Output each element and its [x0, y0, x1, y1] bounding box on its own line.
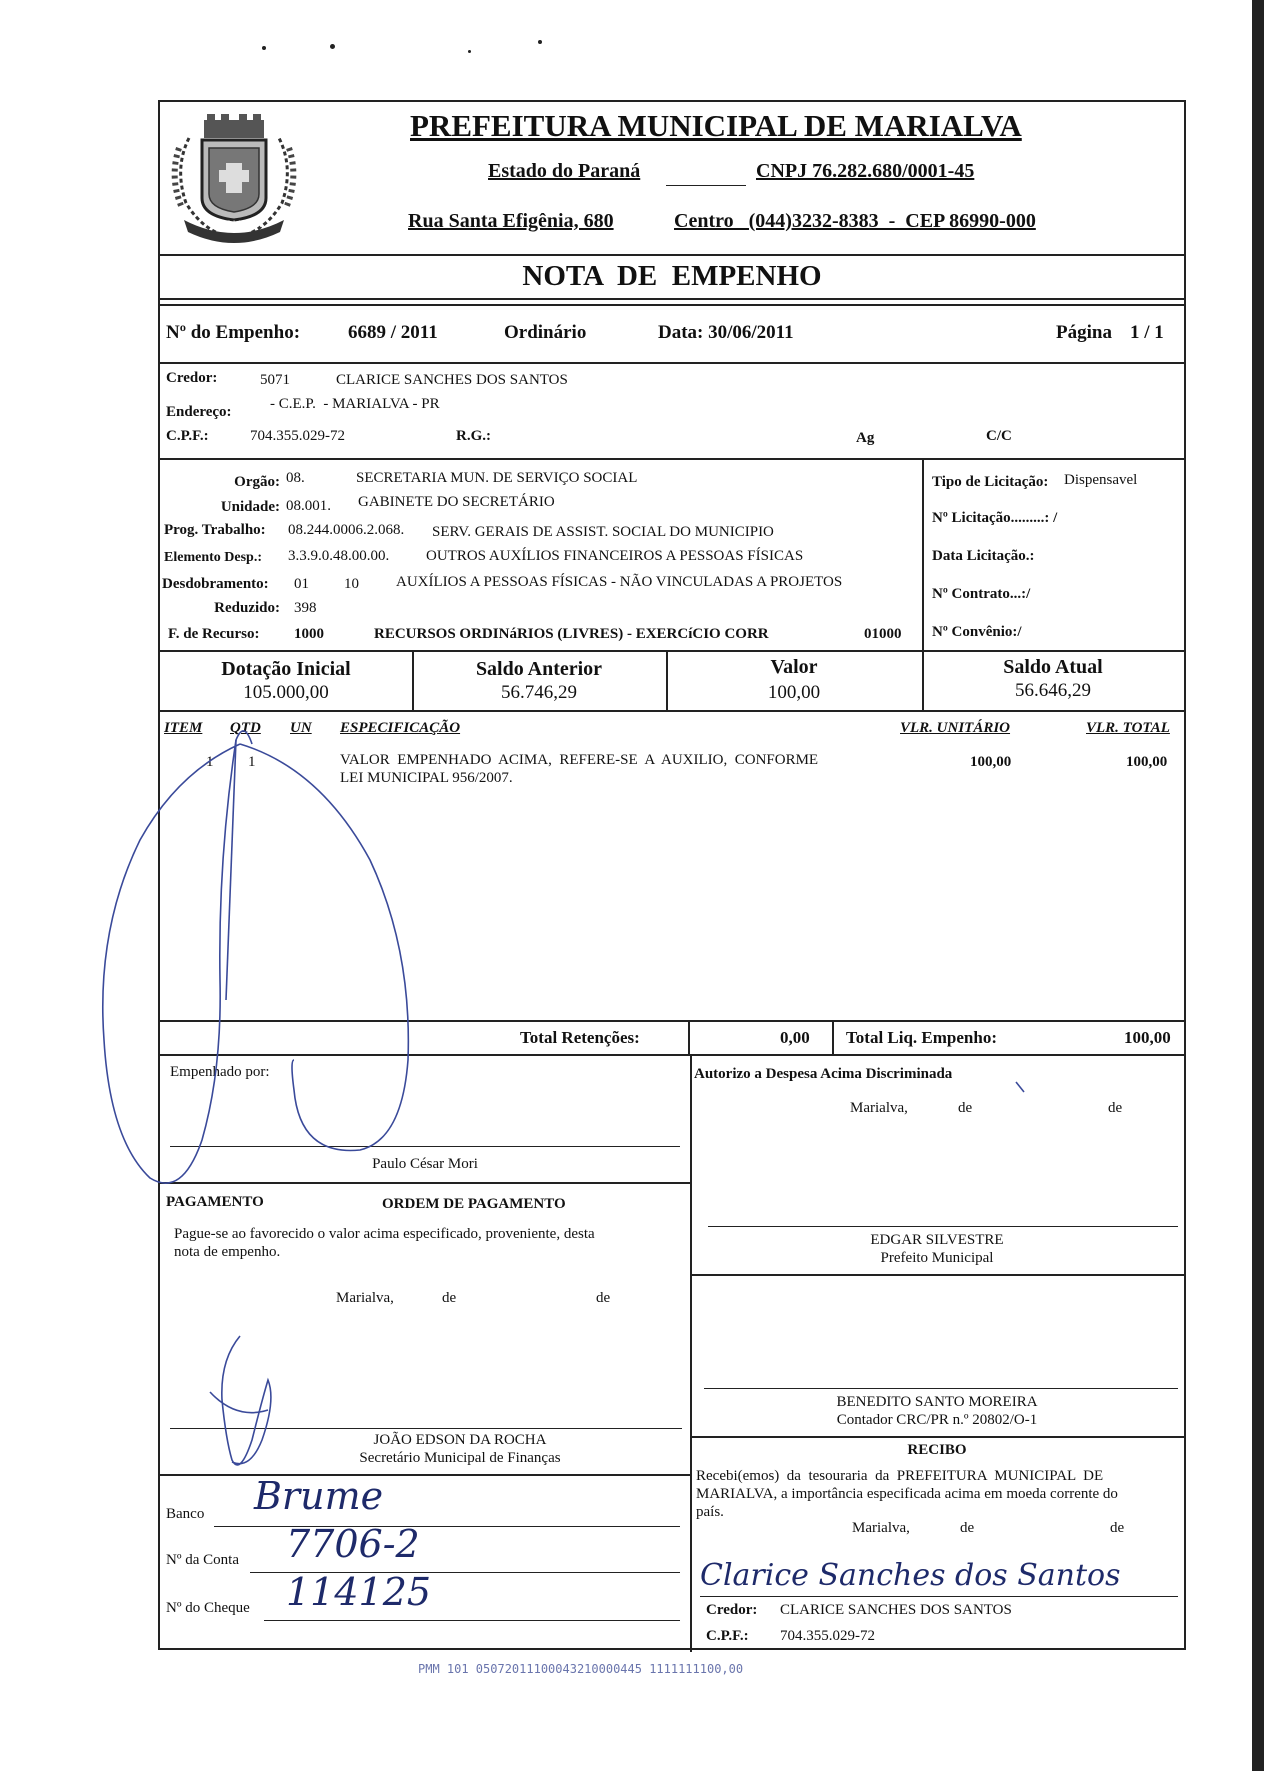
logo-banner-text: MARIALVA	[209, 220, 263, 230]
cnpj: CNPJ 76.282.680/0001-45	[756, 160, 975, 182]
col-header-unit: VLR. UNITÁRIO	[900, 720, 1011, 736]
total-retencoes-value: 0,00	[780, 1028, 810, 1047]
rg-label: R.G.:	[456, 428, 491, 444]
row-item: 1	[206, 754, 214, 770]
banco-label: Banco	[166, 1506, 205, 1522]
contador-name: BENEDITO SANTO MOREIRA	[836, 1394, 1038, 1410]
desdobramento-label: Desdobramento:	[162, 576, 269, 592]
saldo-anterior-value: 56.746,29	[501, 682, 577, 703]
valor-label: Valor	[770, 656, 818, 678]
elemento-label: Elemento Desp.:	[164, 550, 262, 565]
contador-title: Contador CRC/PR n.º 20802/O-1	[836, 1412, 1038, 1428]
conta-label: Nº da Conta	[166, 1552, 239, 1568]
row-qtd: 1	[248, 754, 256, 770]
desdobramento-name: AUXÍLIOS A PESSOAS FÍSICAS - NÃO VINCULADAS A PROJETOS	[396, 574, 843, 590]
saldo-atual-value: 56.646,29	[1015, 680, 1091, 701]
tipo-licitacao-label: Tipo de Licitação:	[932, 474, 1049, 490]
page-number: 1 / 1	[1130, 322, 1164, 343]
total-liq-value: 100,00	[1124, 1028, 1171, 1047]
recurso-code2: 01000	[864, 626, 902, 642]
footer-code: PMM 101 05072011100043210000445 1111111100,00	[418, 1662, 744, 1676]
empenho-number: 6689 / 2011	[348, 322, 438, 343]
recibo-de1: de	[960, 1520, 975, 1536]
empenho-number-label: Nº do Empenho:	[166, 322, 301, 343]
ag-label: Ag	[856, 430, 875, 446]
saldo-atual-label: Saldo Atual	[1003, 656, 1103, 678]
autorizo-city: Marialva,	[850, 1100, 908, 1116]
col-header-total: VLR. TOTAL	[1086, 720, 1170, 736]
col-header-qtd: QTD	[230, 720, 261, 736]
pagamento-label: PAGAMENTO	[166, 1194, 264, 1210]
unidade-code: 08.001.	[286, 498, 331, 514]
reduzido-label: Reduzido:	[214, 600, 280, 616]
cpf-label: C.P.F.:	[166, 428, 209, 444]
recurso-name: RECURSOS ORDINáRIOS (LIVRES) - EXERCíCIO CORR	[374, 626, 769, 642]
recibo-title: RECIBO	[907, 1442, 967, 1458]
cheque-label: Nº do Cheque	[166, 1600, 250, 1616]
conta-value: 7706-2	[286, 1522, 420, 1566]
recibo-credor-label: Credor:	[706, 1602, 758, 1618]
orgao-name: SECRETARIA MUN. DE SERVIÇO SOCIAL	[356, 470, 638, 486]
cc-label: C/C	[986, 428, 1012, 444]
tipo-licitacao-value: Dispensavel	[1064, 472, 1138, 488]
recibo-de2: de	[1110, 1520, 1125, 1536]
recibo-city: Marialva,	[852, 1520, 910, 1536]
cpf-value: 704.355.029-72	[250, 428, 345, 444]
prog-label: Prog. Trabalho:	[164, 522, 266, 538]
secretario-name: JOÃO EDSON DA ROCHA	[373, 1432, 547, 1448]
pagamento-text-line1: Pague-se ao favorecido o valor acima especificado, proveniente, desta	[174, 1226, 595, 1242]
endereco-value: - C.E.P. - MARIALVA - PR	[270, 396, 440, 412]
credor-label: Credor:	[166, 370, 218, 386]
recurso-label: F. de Recurso:	[168, 626, 260, 642]
total-liq-label: Total Liq. Empenho:	[846, 1028, 997, 1047]
prog-name: SERV. GERAIS DE ASSIST. SOCIAL DO MUNICIPIO	[432, 524, 774, 540]
secretario-title: Secretário Municipal de Finanças	[359, 1450, 561, 1466]
saldo-anterior-label: Saldo Anterior	[475, 658, 603, 680]
unidade-name: GABINETE DO SECRETÁRIO	[358, 494, 555, 510]
orgao-code: 08.	[286, 470, 305, 486]
dotacao-value: 105.000,00	[243, 682, 329, 703]
prog-code: 08.244.0006.2.068.	[288, 522, 405, 538]
row-spec-line1: VALOR EMPENHADO ACIMA, REFERE-SE A AUXILIO, CONFORME	[340, 752, 819, 768]
col-header-spec: ESPECIFICAÇÃO	[340, 720, 461, 736]
total-retencoes-label: Total Retenções:	[520, 1028, 640, 1047]
numero-convenio: Nº Convênio:/	[932, 624, 1022, 640]
numero-contrato: Nº Contrato...:/	[932, 586, 1031, 602]
empenho-date: Data: 30/06/2011	[658, 322, 794, 343]
empenho-type: Ordinário	[504, 322, 587, 343]
col-header-un: UN	[290, 720, 312, 736]
recibo-credor-value: CLARICE SANCHES DOS SANTOS	[780, 1602, 1012, 1618]
pagamento-de1: de	[442, 1290, 457, 1306]
recibo-text-line2: MARIALVA, a importância especificada acima em moeda corrente do	[696, 1486, 1118, 1502]
desdobramento-code: 01	[294, 576, 309, 592]
pagamento-de2: de	[596, 1290, 611, 1306]
banco-value: Brume	[254, 1474, 384, 1518]
page-label: Página	[1056, 322, 1112, 343]
reduzido-value: 398	[294, 600, 317, 616]
prefeito-title: Prefeito Municipal	[880, 1250, 994, 1266]
recibo-signature: Clarice Sanches dos Santos	[700, 1558, 1121, 1593]
empenhado-por-label: Empenhado por:	[170, 1064, 270, 1080]
recibo-cpf-label: C.P.F.:	[706, 1628, 749, 1644]
address: Rua Santa Efigênia, 680	[408, 210, 614, 232]
credor-code: 5071	[260, 372, 290, 388]
ordem-pagamento-label: ORDEM DE PAGAMENTO	[382, 1196, 566, 1212]
cheque-value: 114125	[286, 1570, 432, 1614]
row-total-value: 100,00	[1126, 754, 1168, 770]
numero-licitacao: Nº Licitação.........: /	[932, 510, 1058, 526]
pagamento-city: Marialva,	[336, 1290, 394, 1306]
recibo-text-line3: país.	[696, 1504, 724, 1520]
pagamento-text-line2: nota de empenho.	[174, 1244, 281, 1260]
document-title: NOTA DE EMPENHO	[522, 260, 822, 292]
row-spec-line2: LEI MUNICIPAL 956/2007.	[340, 770, 513, 786]
row-unit-value: 100,00	[970, 754, 1012, 770]
district-phone-cep: Centro (044)3232-8383 - CEP 86990-000	[674, 210, 1036, 232]
credor-name: CLARICE SANCHES DOS SANTOS	[336, 372, 568, 388]
recurso-code: 1000	[294, 626, 324, 642]
data-licitacao: Data Licitação.:	[932, 548, 1035, 564]
desdobramento-code2: 10	[344, 576, 359, 592]
autorizo-de2: de	[1108, 1100, 1123, 1116]
prefeito-name: EDGAR SILVESTRE	[870, 1232, 1004, 1248]
elemento-name: OUTROS AUXÍLIOS FINANCEIROS A PESSOAS FÍSICAS	[426, 548, 804, 564]
state-name: Estado do Paraná	[488, 160, 641, 182]
autorizo-de1: de	[958, 1100, 973, 1116]
unidade-label: Unidade:	[220, 499, 280, 515]
recibo-text-line1: Recebi(emos) da tesouraria da PREFEITURA MUNICIPAL DE	[696, 1468, 1104, 1484]
col-header-item: ITEM	[164, 720, 203, 736]
empenhado-por-name: Paulo César Mori	[372, 1156, 478, 1172]
prefeitura-title: PREFEITURA MUNICIPAL DE MARIALVA	[410, 108, 1022, 143]
dotacao-label: Dotação Inicial	[221, 658, 351, 680]
orgao-label: Orgão:	[234, 474, 280, 490]
endereco-label: Endereço:	[166, 404, 232, 420]
valor-value: 100,00	[767, 682, 821, 703]
autorizo-label: Autorizo a Despesa Acima Discriminada	[694, 1066, 953, 1082]
recibo-cpf-value: 704.355.029-72	[780, 1628, 875, 1644]
elemento-code: 3.3.9.0.48.00.00.	[288, 548, 390, 564]
